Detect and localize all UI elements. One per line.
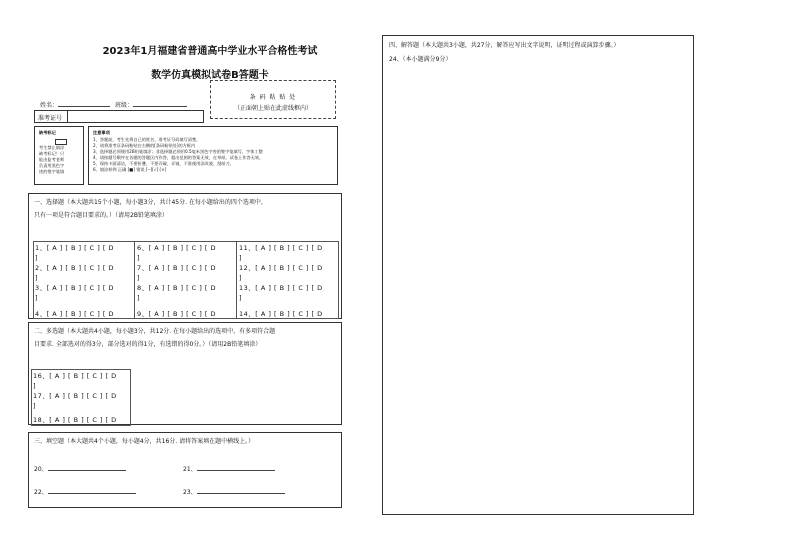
section-solution-title: 四、解答题（本大题共3小题，共27分，解答应写出文字说明，证明过程或演算步骤。）	[389, 42, 620, 49]
blank-q23-field[interactable]	[197, 493, 285, 494]
barcode-title: 条 码 粘 贴 处	[249, 94, 297, 101]
choice-item-q6-close: ]	[137, 254, 141, 262]
notes-item-2: 2、请将准考证条码粘贴在右侧的[条码粘贴处]的方框内	[93, 143, 196, 148]
choice-item-q3[interactable]: 3、[ A ] [ B ] [ C ] [ D	[35, 284, 114, 292]
class-label: 班级：	[114, 102, 133, 109]
barcode-subtitle: （正面朝上贴在此虚线框内）	[233, 105, 312, 112]
absent-mark-title: 缺考标记	[39, 130, 56, 135]
choice-item-q7-close: ]	[137, 274, 141, 282]
section-choice-title-line-1: 一、选择题（本大题共15个小题，每小题3分，共计45分. 在每小题给出的四个选项中，	[34, 199, 267, 206]
name-field[interactable]	[58, 106, 110, 107]
section-multi-title-line-1: 二、多选题（本大题共4小题，每小题3分，共12分. 在每小题给出的选项中，有多项符合题	[34, 328, 276, 335]
blank-q21-field[interactable]	[197, 470, 275, 471]
blank-q20-field[interactable]	[48, 470, 126, 471]
choice-column-divider-1	[134, 242, 135, 318]
choice-item-q11-close: ]	[239, 254, 243, 262]
solution-q24-answer-area[interactable]	[389, 70, 687, 508]
choice-item-q1[interactable]: 1、[ A ] [ B ] [ C ] [ D	[35, 244, 114, 252]
blank-q22-row	[34, 487, 136, 496]
answer-sheet-title: 数学仿真模拟试卷B答题卡	[151, 70, 269, 81]
choice-item-q12[interactable]: 12、[ A ] [ B ] [ C ] [ D	[239, 264, 323, 272]
notes-title: 注意事项	[93, 130, 110, 135]
barcode-area	[210, 80, 336, 119]
exam-id-field[interactable]	[68, 111, 204, 122]
notes-item-1: 1、答题前，考生先将自己的姓名、准考证号码填写清楚。	[93, 137, 201, 142]
section-fill-blank	[28, 432, 342, 508]
choice-item-q8-close: ]	[137, 294, 141, 302]
choice-item-q9[interactable]: 9、[ A ] [ B ] [ C ] [ D	[137, 310, 216, 318]
section-multi-select	[28, 322, 342, 425]
section-choice	[28, 193, 342, 319]
exam-id-row	[34, 110, 204, 123]
multi-item-q16[interactable]: 16、[ A ] [ B ] [ C ] [ D	[33, 372, 117, 380]
absent-mark-box	[34, 126, 84, 185]
name-label: 姓名：	[40, 102, 59, 109]
choice-item-q13-close: ]	[239, 294, 243, 302]
choice-column-divider-2	[236, 242, 237, 318]
name-row	[40, 100, 187, 109]
choice-item-q2-close: ]	[35, 274, 39, 282]
class-field[interactable]	[133, 106, 187, 107]
choice-item-q4[interactable]: 4、[ A ] [ B ] [ C ] [ D	[35, 310, 114, 318]
exam-title: 2023年1月福建省普通高中学业水平合格性考试	[102, 46, 318, 57]
multi-item-q18[interactable]: 18、[ A ] [ B ] [ C ] [ D	[33, 416, 117, 424]
choice-item-q8[interactable]: 8、[ A ] [ B ] [ C ] [ D	[137, 284, 216, 292]
absent-mark-line-5: 迹的签字笔填	[39, 169, 65, 174]
absent-mark-line-3: 能由监考老师	[39, 157, 65, 162]
blank-q21-label: 21、	[183, 466, 197, 473]
blank-q22-field[interactable]	[48, 493, 136, 494]
choice-item-q11[interactable]: 11、[ A ] [ B ] [ C ] [ D	[239, 244, 323, 252]
notes-item-4: 4、请按题号顺序在各题的答题区内作答，超出范围的答案无效，在草纸、试卷上作答无效。	[93, 155, 264, 160]
multi-item-q17-close: ]	[33, 402, 37, 410]
choice-item-q1-close: ]	[35, 254, 39, 262]
blank-q20-row	[34, 464, 126, 473]
choice-item-q12-close: ]	[239, 274, 243, 282]
blank-q23-label: 23、	[183, 489, 197, 496]
absent-mark-line-4: 负责用黑色字	[39, 163, 65, 168]
section-fill-title: 三、填空题（本大题共4个小题，每小题4分，共16分. 请将答案填在题中横线上。）	[34, 438, 255, 445]
notes-item-3: 3、选择题必须使用2B铅笔填涂；非选择题必须用0.5毫米黑色字迹的签字笔填写，字体工整	[93, 149, 263, 154]
section-choice-title-line-2: 只有一项是符合题目要求的。）（请用2B铅笔填涂）	[34, 212, 168, 219]
choice-item-q3-close: ]	[35, 294, 39, 302]
exam-id-label: 准考证号	[38, 115, 63, 122]
choice-item-q7[interactable]: 7、[ A ] [ B ] [ C ] [ D	[137, 264, 216, 272]
multi-item-q16-close: ]	[33, 382, 37, 390]
section-solution	[382, 35, 694, 515]
blank-q20-label: 20、	[34, 466, 48, 473]
solution-q24-label: 24、（本小题满分9分）	[389, 56, 452, 63]
multi-answer-grid	[31, 369, 131, 426]
notes-item-5: 5、保持卡面清洁，不要折叠、不要弄破、弄皱，不准使用涂改液、刮纸刀。	[93, 161, 234, 166]
choice-item-q2[interactable]: 2、[ A ] [ B ] [ C ] [ D	[35, 264, 114, 272]
choice-item-q14[interactable]: 14、[ A ] [ B ] [ C ] [ D	[239, 310, 323, 318]
blank-q22-label: 22、	[34, 489, 48, 496]
choice-item-q13[interactable]: 13、[ A ] [ B ] [ C ] [ D	[239, 284, 323, 292]
choice-item-q6[interactable]: 6、[ A ] [ B ] [ C ] [ D	[137, 244, 216, 252]
multi-item-q17[interactable]: 17、[ A ] [ B ] [ C ] [ D	[33, 392, 117, 400]
absent-mark-line-1: 考生禁止填涂	[39, 145, 65, 150]
absent-mark-line-2: 缺考标记！只	[39, 151, 65, 156]
notes-item-6: 6、填涂样例 正确 [■] 错误 [--][√] [×]	[93, 167, 167, 172]
choice-answer-grid	[33, 241, 339, 319]
blank-q21-row	[183, 464, 275, 473]
section-multi-title-line-2: 目要求. 全部选对的得3分，部分选对的得1分，有选错的得0分。）（请用2B铅笔填涂）	[34, 341, 262, 348]
notes-box	[88, 126, 338, 185]
blank-q23-row	[183, 487, 285, 496]
